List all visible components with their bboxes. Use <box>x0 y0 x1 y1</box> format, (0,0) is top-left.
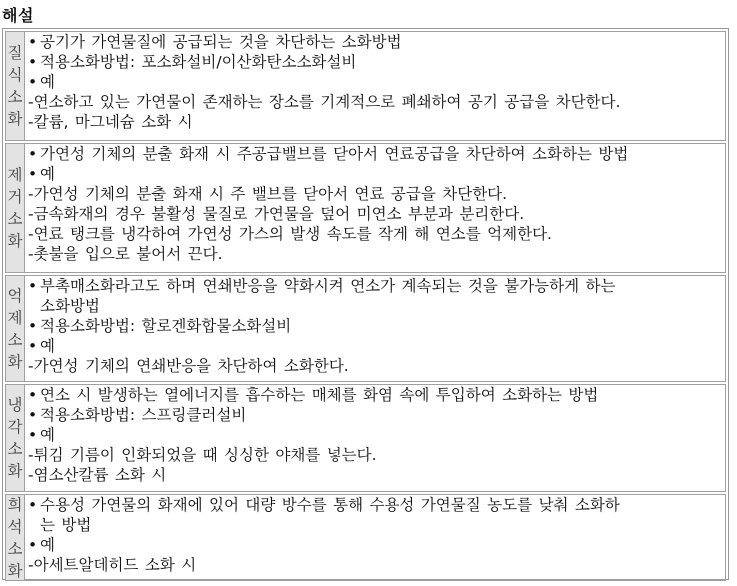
section-label <box>6 276 25 381</box>
bullet-item <box>28 32 725 52</box>
section-label-char: 질 <box>7 44 23 62</box>
section-content <box>25 32 725 140</box>
line-text: -연소하고 있는 가연물이 존재하는 장소를 기계적으로 폐쇄하여 공기 공급을 차단한다. <box>28 93 621 111</box>
explanation-table <box>2 28 729 580</box>
bullet-item <box>28 72 725 92</box>
bullet-icon: • <box>28 406 38 424</box>
example-item <box>28 244 725 264</box>
line-text: 부촉매소화라고도 하며 연쇄반응을 약화시켜 연소가 계속되는 것을 불가능하게 하는 <box>40 277 616 295</box>
section-label-char: 화 <box>7 352 23 371</box>
line-text: -촛불을 입으로 불어서 끈다. <box>28 245 223 263</box>
bullet-item <box>28 405 725 425</box>
line-text: 적용소화방법: 포소화설비/이산화탄소소화설비 <box>40 53 357 71</box>
section-label-char: 화 <box>7 232 23 250</box>
bullet-icon: • <box>28 426 38 444</box>
section-label-char: 식 <box>7 66 23 84</box>
section-label-char: 화 <box>7 110 23 128</box>
section-inhibition <box>5 275 726 382</box>
bullet-icon: • <box>28 73 38 91</box>
section-label-char: 제 <box>7 308 23 327</box>
example-item <box>28 92 725 112</box>
section-label-char: 억 <box>7 286 23 305</box>
section-suffocation <box>5 31 726 141</box>
section-dilution <box>5 494 726 581</box>
bullet-icon: • <box>28 277 38 295</box>
line-text: 예 <box>40 536 55 554</box>
line-text: -염소산칼륨 소화 시 <box>28 466 167 484</box>
section-label <box>6 144 25 272</box>
bullet-item <box>28 336 725 356</box>
section-content <box>25 495 725 580</box>
example-item <box>28 356 725 376</box>
section-label-char: 소 <box>7 210 23 228</box>
line-text: -연료 탱크를 냉각하여 가연성 가스의 발생 속도를 작게 해 연소를 억제한다. <box>28 225 552 243</box>
line-text: -금속화재의 경우 불활성 물질로 가연물을 덮어 미연소 부분과 분리한다. <box>28 205 525 223</box>
section-content <box>25 276 725 381</box>
line-text: -칼륨, 마그네슘 소화 시 <box>28 113 193 131</box>
section-content <box>25 144 725 272</box>
section-label-char: 석 <box>7 517 23 536</box>
line-text: 공기가 가연물질에 공급되는 것을 차단하는 소화방법 <box>40 33 402 51</box>
bullet-icon: • <box>28 317 38 335</box>
line-text: 예 <box>40 165 55 183</box>
bullet-icon: • <box>28 536 38 554</box>
bullet-item <box>28 52 725 72</box>
line-text: 예 <box>40 337 55 355</box>
line-text: 는 방법 <box>40 516 92 534</box>
bullet-item <box>28 316 725 336</box>
continuation-line <box>28 296 725 316</box>
line-text: 예 <box>40 73 55 91</box>
bullet-item <box>28 144 725 164</box>
section-label-char: 거 <box>7 188 23 206</box>
example-item <box>28 112 725 132</box>
section-removal <box>5 143 726 273</box>
section-label-char: 화 <box>7 462 23 480</box>
example-item <box>28 465 725 485</box>
section-label-char: 소 <box>7 330 23 349</box>
section-label-char: 각 <box>7 418 23 436</box>
section-cooling <box>5 384 726 492</box>
bullet-icon: • <box>28 33 38 51</box>
line-text: 적용소화방법: 할로겐화합물소화설비 <box>40 317 292 335</box>
bullet-icon: • <box>28 145 38 163</box>
bullet-icon: • <box>28 165 38 183</box>
section-label-char: 소 <box>7 539 23 558</box>
bullet-item <box>28 385 725 405</box>
bullet-icon: • <box>28 53 38 71</box>
bullet-item <box>28 425 725 445</box>
section-label-char: 냉 <box>7 396 23 414</box>
example-item <box>28 555 725 575</box>
section-label <box>6 495 25 580</box>
section-label-char: 소 <box>7 88 23 106</box>
section-label <box>6 32 25 140</box>
example-item <box>28 204 725 224</box>
line-text: -아세트알데히드 소화 시 <box>28 556 197 574</box>
section-label-char: 제 <box>7 166 23 184</box>
line-text: 적용소화방법: 스프링클러설비 <box>40 406 247 424</box>
continuation-line <box>28 515 725 535</box>
line-text: -튀김 기름이 인화되었을 때 싱싱한 야채를 넣는다. <box>28 446 377 464</box>
line-text: 수용성 가연물의 화재에 있어 대량 방수를 통해 수용성 가연물질 농도를 낮춰 소화하 <box>40 496 620 514</box>
section-label-char: 희 <box>7 495 23 514</box>
bullet-icon: • <box>28 337 38 355</box>
bullet-icon: • <box>28 496 38 514</box>
line-text: 가연성 기체의 분출 화재 시 주공급밸브를 닫아서 연료공급을 차단하여 소화하는 방법 <box>40 145 629 163</box>
line-text: -가연성 기체의 연쇄반응을 차단하여 소화한다. <box>28 357 349 375</box>
example-item <box>28 184 725 204</box>
line-text: -가연성 기체의 분출 화재 시 주 밸브를 닫아서 연료 공급을 차단한다. <box>28 185 508 203</box>
section-label-char: 소 <box>7 440 23 458</box>
example-item <box>28 224 725 244</box>
section-label-char: 화 <box>7 561 23 580</box>
bullet-item <box>28 495 725 515</box>
bullet-item <box>28 276 725 296</box>
line-text: 예 <box>40 426 55 444</box>
example-item <box>28 445 725 465</box>
line-text: 연소 시 발생하는 열에너지를 흡수하는 매체를 화염 속에 투입하여 소화하는 방법 <box>40 386 599 404</box>
bullet-item <box>28 535 725 555</box>
page-title: 해설 <box>2 6 34 25</box>
line-text: 소화방법 <box>40 297 100 315</box>
section-content <box>25 385 725 491</box>
section-label <box>6 385 25 491</box>
bullet-item <box>28 164 725 184</box>
bullet-icon: • <box>28 386 38 404</box>
